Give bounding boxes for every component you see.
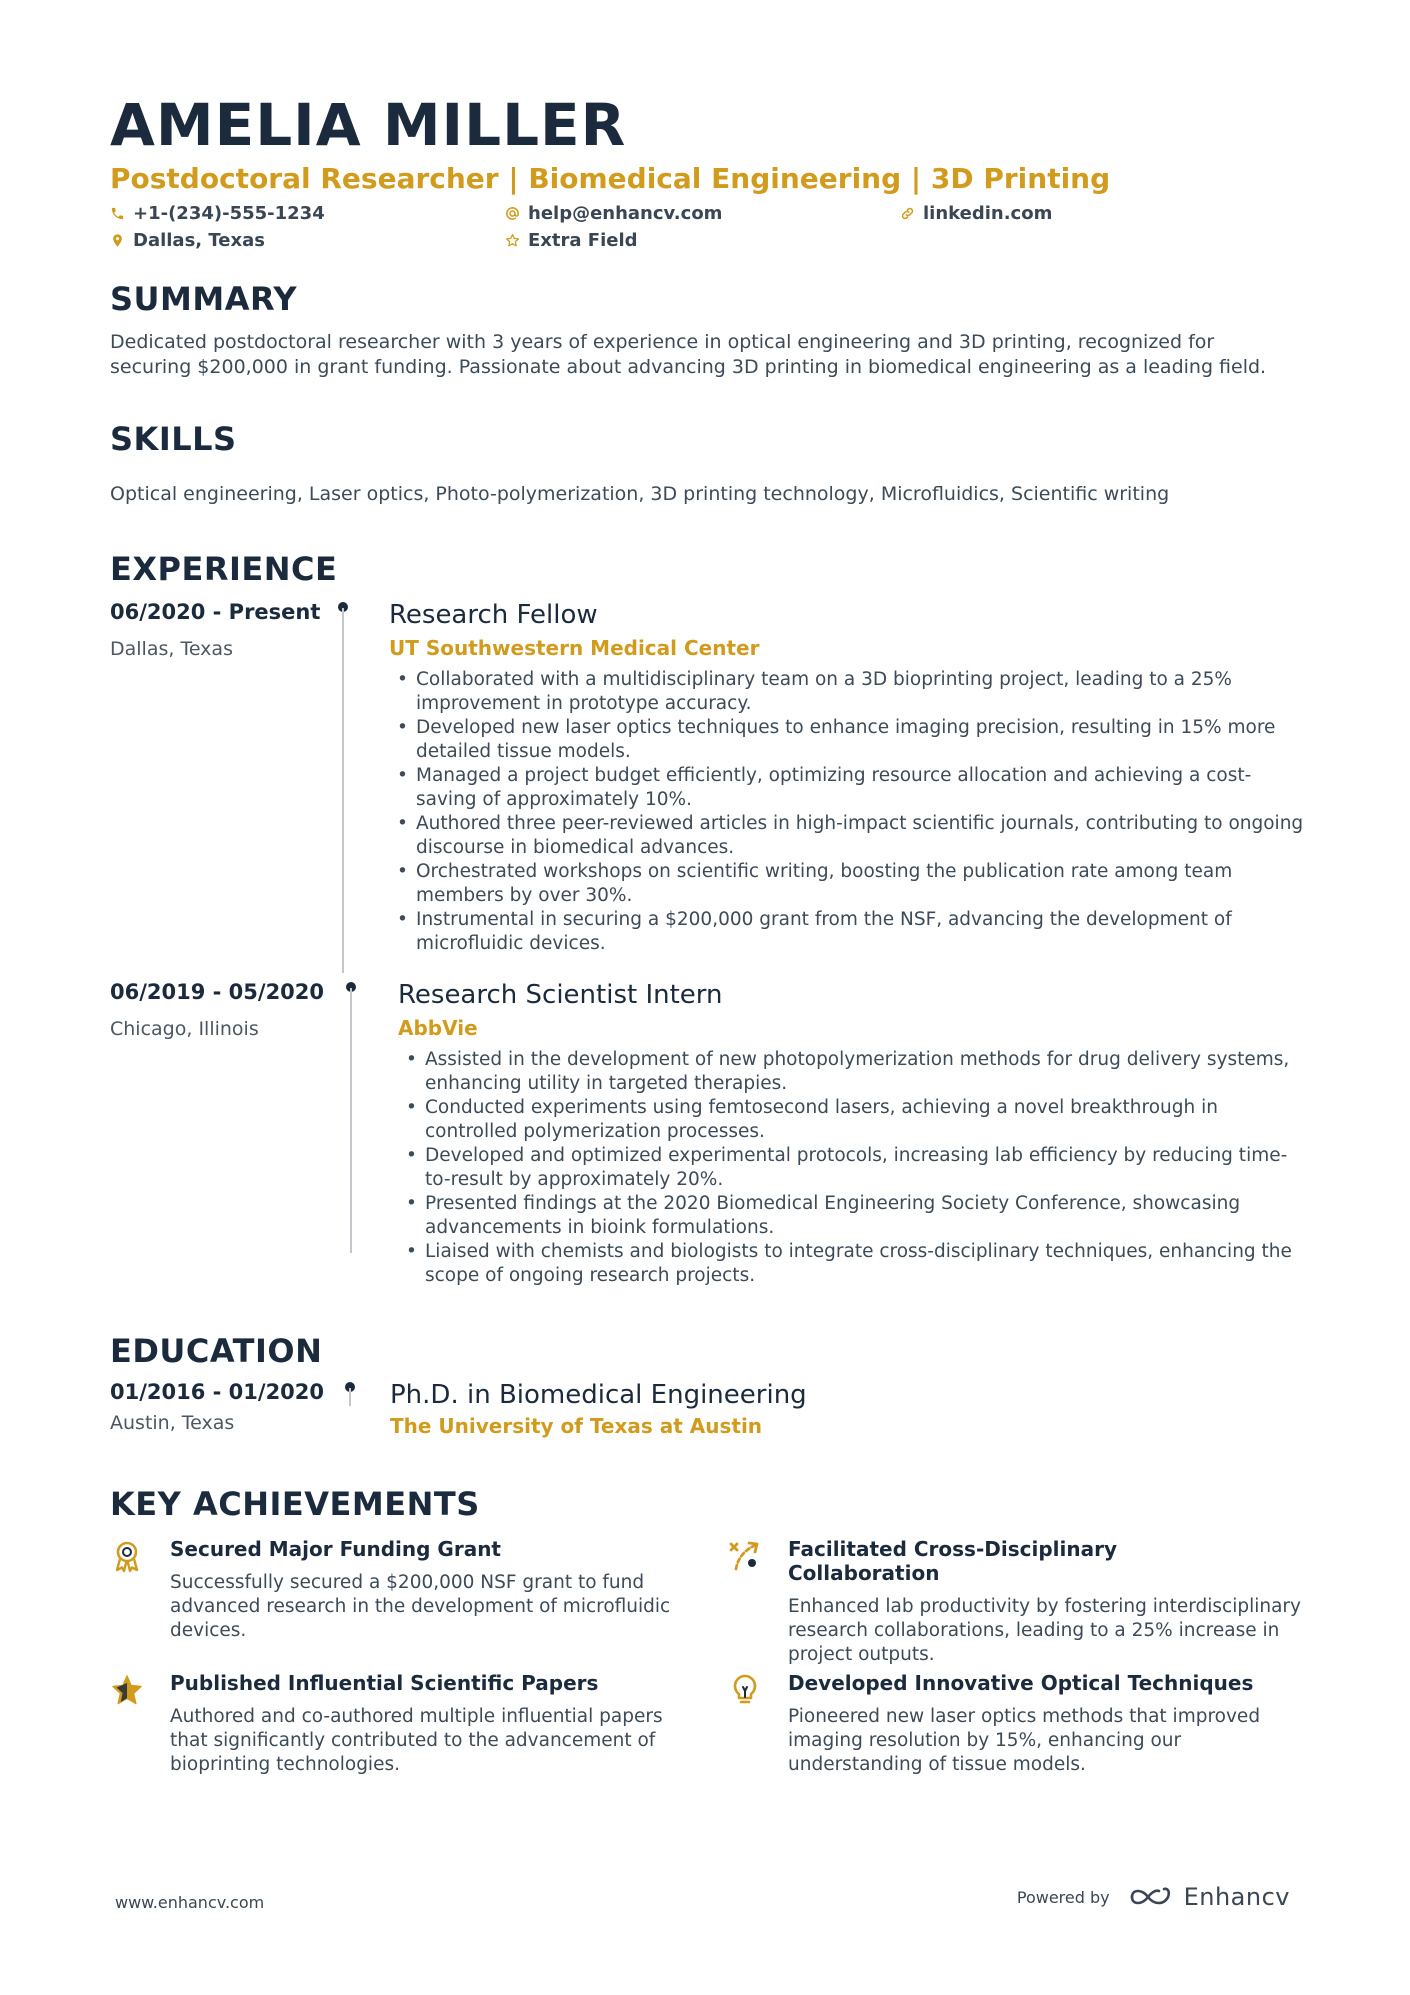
contact-location: [110, 230, 505, 251]
timeline-line: [350, 988, 352, 1253]
contact-email[interactable]: [505, 203, 900, 224]
map-pin-icon: [110, 233, 125, 248]
experience-heading: EXPERIENCE: [110, 550, 338, 588]
footer-branding: [1017, 1883, 1290, 1911]
achievement-desc: Successfully secured a $200,000 NSF grant to fund advanced research in the development of microfluidic devices.: [170, 1572, 671, 1641]
powered-by-label: Powered by: [1016, 1887, 1110, 1907]
at-icon: [505, 206, 520, 221]
achievement-item: [110, 1671, 663, 1777]
job-role: Research Fellow: [389, 600, 598, 630]
contact-info: [110, 203, 1310, 251]
experience-section: [110, 550, 1310, 588]
job-role: Research Scientist Intern: [398, 980, 723, 1010]
job-dates: 06/2019 - 05/2020: [110, 980, 325, 1004]
achievement-desc: Enhanced lab productivity by fostering interdisciplinary research collaborations, leading to a 25% increase in project outputs.: [788, 1596, 1301, 1665]
job-location: Dallas, Texas: [110, 638, 233, 660]
achievement-item: [728, 1671, 1268, 1777]
job-bullets: [398, 1048, 1310, 1288]
job-bullet: • Assisted in the development of new photopolymerization methods for drug delivery systems, enhancing utility in targeted therapies.: [398, 1048, 1310, 1096]
achievement-desc: Pioneered new laser optics methods that improved imaging resolution by 15%, enhancing our understanding of tissue models.: [788, 1706, 1261, 1775]
link-icon: [900, 206, 915, 221]
resume-title: Postdoctoral Researcher | Biomedical Engineering | 3D Printing: [110, 161, 1111, 195]
skills-section: [110, 420, 1310, 507]
resume-page: [110, 91, 1310, 1775]
achievement-item: [728, 1537, 1301, 1667]
education-location: Austin, Texas: [110, 1412, 235, 1434]
skills-heading: SKILLS: [110, 420, 237, 458]
achievement-desc: Authored and co-authored multiple influential papers that significantly contributed to the advancement of bioprinting technologies.: [170, 1706, 663, 1775]
achievements-heading: KEY ACHIEVEMENTS: [110, 1485, 480, 1523]
lightbulb-icon: [728, 1673, 762, 1707]
brand-name: Enhancv: [1183, 1883, 1290, 1911]
job-bullet: • Developed new laser optics techniques to enhance imaging precision, resulting in 15% more detailed tissue models.: [389, 716, 1309, 764]
job-bullet: • Authored three peer-reviewed articles in high-impact scientific journals, contributing to ongoing discourse in biomedical advances.: [389, 812, 1309, 860]
achievement-item: [110, 1537, 671, 1643]
contact-extra: [505, 230, 900, 251]
extra-text: Extra Field: [528, 229, 638, 251]
achievement-title: Developed Innovative Optical Techniques: [788, 1671, 1254, 1695]
achievement-title: Secured Major Funding Grant: [170, 1537, 501, 1561]
award-ribbon-icon: [110, 1539, 144, 1573]
job-bullet: • Managed a project budget efficiently, optimizing resource allocation and achieving a cost-saving of approximately 10%.: [389, 764, 1309, 812]
achievement-title: Facilitated Cross-Disciplinary Collaboration: [788, 1537, 1117, 1585]
job-bullet: • Liaised with chemists and biologists to integrate cross-disciplinary techniques, enhancing the scope of ongoing research projects.: [398, 1240, 1310, 1288]
job-company: AbbVie: [398, 1016, 478, 1040]
summary-section: [110, 280, 1310, 380]
skills-text: Optical engineering, Laser optics, Photo-polymerization, 3D printing technology, Microfluidics, Scientific writing: [110, 483, 1170, 505]
education-school: The University of Texas at Austin: [390, 1414, 763, 1438]
job-bullets: [389, 668, 1309, 956]
enhancv-logo[interactable]: [1128, 1883, 1290, 1911]
location-text: Dallas, Texas: [133, 229, 265, 251]
summary-text: Dedicated postdoctoral researcher with 3 years of experience in optical engineering and 3D printing, recognized for securing $200,000 in grant funding. Passionate about advancing 3D printing in biomedical engineering as a leading field.: [110, 331, 1267, 378]
job-bullet: • Developed and optimized experimental protocols, increasing lab efficiency by reducing time-to-result by approximately 20%.: [398, 1144, 1310, 1192]
education-dates: 01/2016 - 01/2020: [110, 1380, 325, 1404]
job-company: UT Southwestern Medical Center: [389, 636, 760, 660]
email-text: help@enhancv.com: [528, 202, 723, 224]
job-bullet: • Presented findings at the 2020 Biomedical Engineering Society Conference, showcasing advancements in bioink formulations.: [398, 1192, 1310, 1240]
enhancv-logo-icon: [1128, 1884, 1174, 1910]
education-heading: EDUCATION: [110, 1332, 323, 1370]
job-bullet: • Instrumental in securing a $200,000 grant from the NSF, advancing the development of microfluidic devices.: [389, 908, 1309, 956]
achievements-section: [110, 1485, 1310, 1523]
job-location: Chicago, Illinois: [110, 1018, 259, 1040]
job-bullet: • Collaborated with a multidisciplinary team on a 3D bioprinting project, leading to a 25% improvement in prototype accuracy.: [389, 668, 1309, 716]
strategy-arrow-icon: [728, 1539, 762, 1573]
timeline-line: [349, 1388, 351, 1406]
achievement-title: Published Influential Scientific Papers: [170, 1671, 599, 1695]
education-section: [110, 1332, 1310, 1370]
footer-website[interactable]: www.enhancv.com: [115, 1893, 265, 1912]
job-dates: 06/2020 - Present: [110, 600, 321, 624]
job-bullet: • Orchestrated workshops on scientific writing, boosting the publication rate among team members by over 30%.: [389, 860, 1309, 908]
education-degree: Ph.D. in Biomedical Engineering: [390, 1380, 807, 1410]
job-bullet: • Conducted experiments using femtosecond lasers, achieving a novel breakthrough in controlled polymerization processes.: [398, 1096, 1310, 1144]
phone-text: +1-(234)-555-1234: [133, 202, 325, 224]
summary-heading: SUMMARY: [110, 280, 298, 318]
linkedin-text: linkedin.com: [923, 202, 1053, 224]
resume-name: AMELIA MILLER: [110, 91, 627, 159]
star-outline-icon: [505, 233, 520, 248]
star-icon: [110, 1673, 144, 1707]
contact-phone[interactable]: [110, 203, 505, 224]
timeline-line: [342, 608, 344, 973]
contact-linkedin[interactable]: [900, 203, 1200, 224]
phone-icon: [110, 206, 125, 221]
